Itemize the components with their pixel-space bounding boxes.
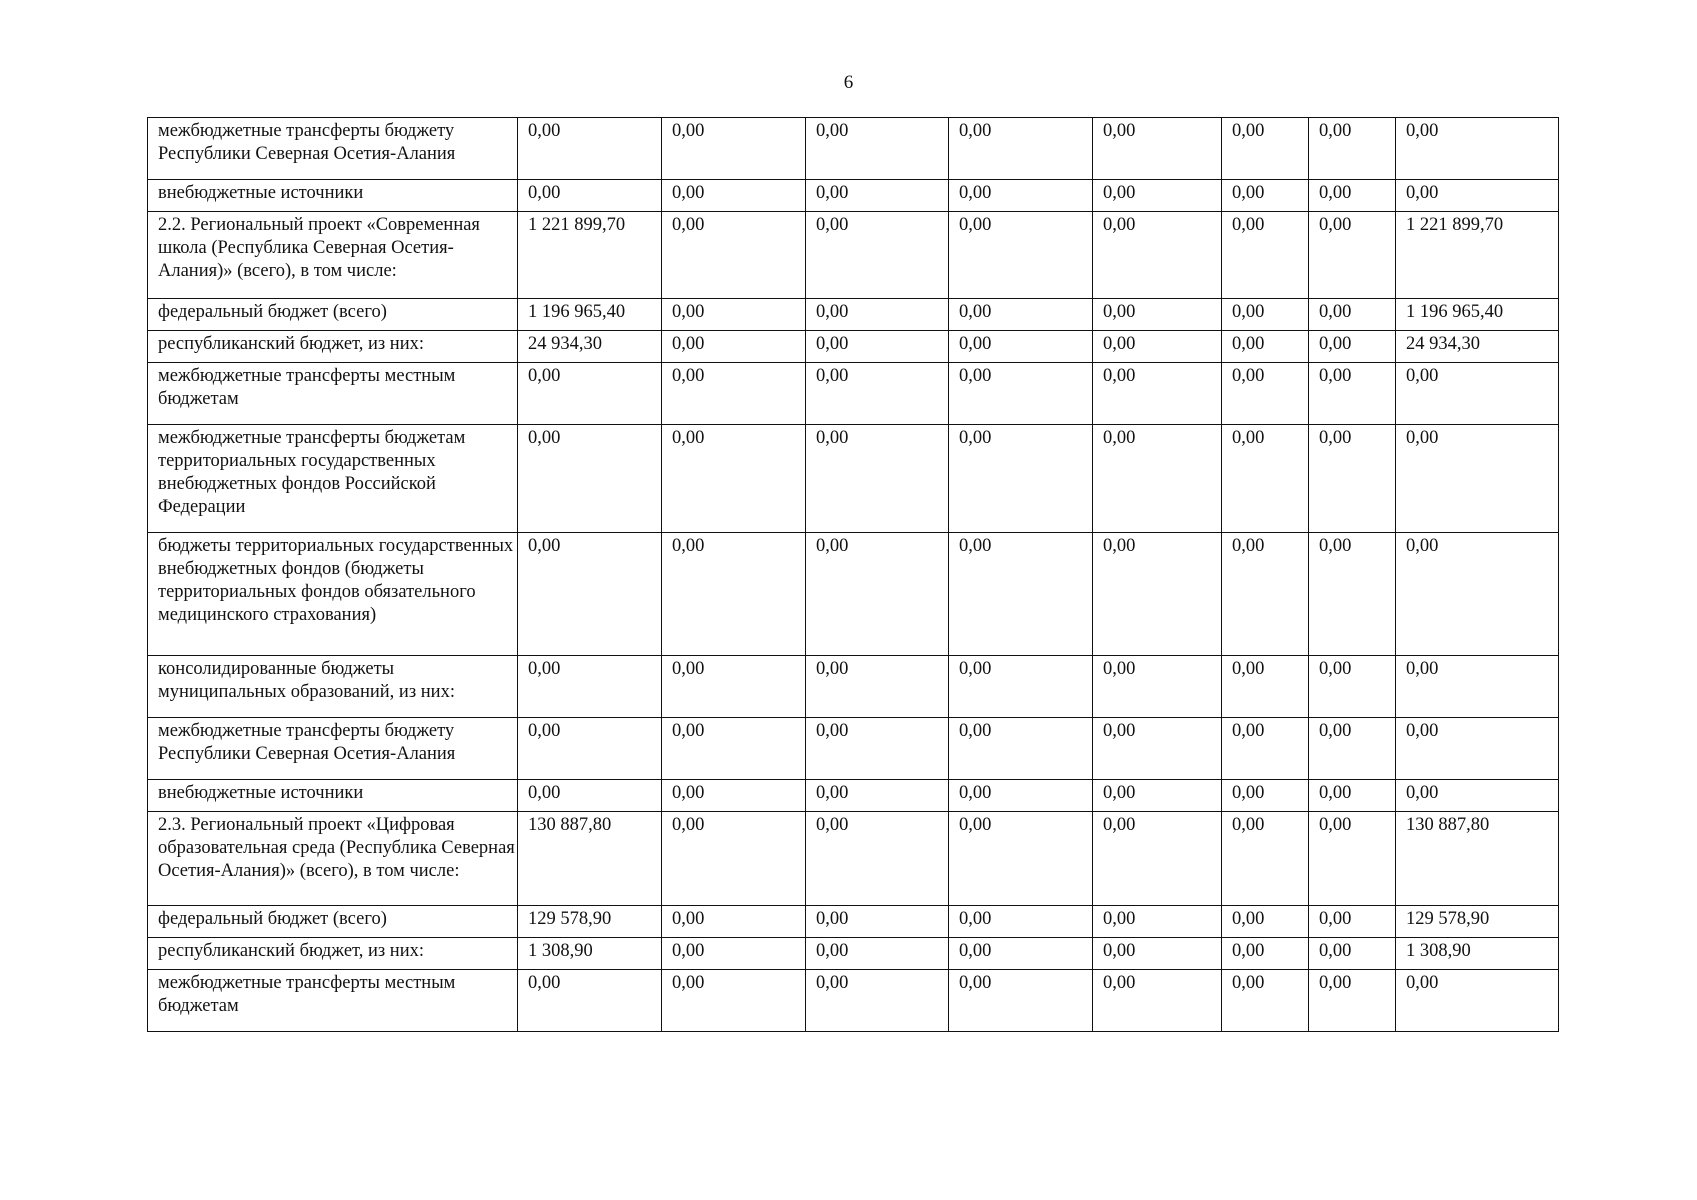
- table-row: [148, 906, 1559, 938]
- value-cell: 0,00: [1093, 212, 1222, 299]
- value-cell: 0,00: [662, 718, 806, 780]
- table-row: [148, 363, 1559, 425]
- value-cell: 0,00: [1093, 331, 1222, 363]
- value-cell: 0,00: [1396, 780, 1559, 812]
- value-cell: 0,00: [806, 812, 949, 906]
- value-cell: 0,00: [1396, 718, 1559, 780]
- value-cell: 0,00: [1396, 425, 1559, 533]
- value-cell: 0,00: [1222, 363, 1309, 425]
- value-cell: 0,00: [1093, 718, 1222, 780]
- value-cell: 0,00: [1309, 812, 1396, 906]
- table-row: [148, 331, 1559, 363]
- row-label: внебюджетные источники: [148, 780, 518, 812]
- table-row: [148, 938, 1559, 970]
- value-cell: 0,00: [518, 656, 662, 718]
- row-label: консолидированные бюджеты муниципальных образований, из них:: [148, 656, 518, 718]
- value-cell: 1 196 965,40: [518, 299, 662, 331]
- value-cell: 0,00: [1093, 299, 1222, 331]
- value-cell: 0,00: [662, 212, 806, 299]
- value-cell: 0,00: [1093, 906, 1222, 938]
- value-cell: 0,00: [1093, 180, 1222, 212]
- value-cell: 0,00: [1093, 363, 1222, 425]
- value-cell: 0,00: [806, 180, 949, 212]
- value-cell: 0,00: [662, 180, 806, 212]
- value-cell: 0,00: [806, 906, 949, 938]
- value-cell: 0,00: [518, 118, 662, 180]
- value-cell: 0,00: [1222, 180, 1309, 212]
- table-row: [148, 425, 1559, 533]
- value-cell: 24 934,30: [518, 331, 662, 363]
- value-cell: 0,00: [806, 718, 949, 780]
- row-label: 2.3. Региональный проект «Цифровая образовательная среда (Республика Северная Осетия-Алания)» (всего), в том числе:: [148, 812, 518, 906]
- table-row: [148, 970, 1559, 1032]
- value-cell: 0,00: [1396, 180, 1559, 212]
- row-label: 2.2. Региональный проект «Современная школа (Республика Северная Осетия-Алания)» (всего), в том числе:: [148, 212, 518, 299]
- value-cell: 0,00: [1093, 656, 1222, 718]
- value-cell: 0,00: [806, 425, 949, 533]
- value-cell: 0,00: [806, 363, 949, 425]
- value-cell: 0,00: [1309, 180, 1396, 212]
- table-row: [148, 718, 1559, 780]
- value-cell: 0,00: [1309, 970, 1396, 1032]
- value-cell: 0,00: [662, 331, 806, 363]
- value-cell: 0,00: [1222, 938, 1309, 970]
- row-label: бюджеты территориальных государственных внебюджетных фондов (бюджеты территориальных фондов обязательного медицинского страхования): [148, 533, 518, 656]
- value-cell: 0,00: [806, 938, 949, 970]
- value-cell: 129 578,90: [518, 906, 662, 938]
- budget-table: [147, 117, 1559, 1032]
- value-cell: 0,00: [1309, 299, 1396, 331]
- value-cell: 1 196 965,40: [1396, 299, 1559, 331]
- table-row: [148, 118, 1559, 180]
- row-label: республиканский бюджет, из них:: [148, 938, 518, 970]
- row-label: республиканский бюджет, из них:: [148, 331, 518, 363]
- value-cell: 0,00: [662, 812, 806, 906]
- table-row: [148, 780, 1559, 812]
- value-cell: 0,00: [1309, 938, 1396, 970]
- value-cell: 1 308,90: [1396, 938, 1559, 970]
- value-cell: 0,00: [1396, 970, 1559, 1032]
- value-cell: 0,00: [949, 656, 1093, 718]
- value-cell: 130 887,80: [1396, 812, 1559, 906]
- value-cell: 0,00: [806, 331, 949, 363]
- value-cell: 0,00: [1093, 533, 1222, 656]
- value-cell: 0,00: [949, 212, 1093, 299]
- value-cell: 0,00: [1309, 425, 1396, 533]
- value-cell: 0,00: [949, 425, 1093, 533]
- row-label: межбюджетные трансферты бюджету Республики Северная Осетия-Алания: [148, 718, 518, 780]
- row-label: межбюджетные трансферты местным бюджетам: [148, 363, 518, 425]
- value-cell: 0,00: [518, 780, 662, 812]
- value-cell: 0,00: [662, 425, 806, 533]
- value-cell: 130 887,80: [518, 812, 662, 906]
- value-cell: 0,00: [1309, 533, 1396, 656]
- value-cell: 0,00: [1222, 780, 1309, 812]
- value-cell: 0,00: [949, 970, 1093, 1032]
- table-row: [148, 180, 1559, 212]
- value-cell: 0,00: [518, 970, 662, 1032]
- value-cell: 0,00: [662, 299, 806, 331]
- table-row: [148, 533, 1559, 656]
- value-cell: 0,00: [806, 780, 949, 812]
- value-cell: 0,00: [1222, 299, 1309, 331]
- value-cell: 0,00: [806, 118, 949, 180]
- value-cell: 0,00: [806, 212, 949, 299]
- row-label: межбюджетные трансферты бюджетам территориальных государственных внебюджетных фондов Российской Федерации: [148, 425, 518, 533]
- value-cell: 0,00: [1222, 970, 1309, 1032]
- value-cell: 0,00: [1396, 363, 1559, 425]
- row-label: внебюджетные источники: [148, 180, 518, 212]
- value-cell: 0,00: [1309, 118, 1396, 180]
- value-cell: 0,00: [1396, 656, 1559, 718]
- row-label: федеральный бюджет (всего): [148, 299, 518, 331]
- value-cell: 0,00: [662, 780, 806, 812]
- value-cell: 0,00: [1222, 533, 1309, 656]
- value-cell: 0,00: [949, 331, 1093, 363]
- value-cell: 0,00: [1222, 331, 1309, 363]
- value-cell: 0,00: [1309, 906, 1396, 938]
- value-cell: 0,00: [662, 906, 806, 938]
- value-cell: 0,00: [1396, 118, 1559, 180]
- value-cell: 1 221 899,70: [518, 212, 662, 299]
- value-cell: 0,00: [1093, 812, 1222, 906]
- value-cell: 0,00: [662, 970, 806, 1032]
- value-cell: 0,00: [1093, 425, 1222, 533]
- value-cell: 0,00: [1093, 938, 1222, 970]
- value-cell: 0,00: [806, 970, 949, 1032]
- value-cell: 24 934,30: [1396, 331, 1559, 363]
- value-cell: 0,00: [1309, 780, 1396, 812]
- value-cell: 0,00: [1222, 718, 1309, 780]
- value-cell: 0,00: [949, 938, 1093, 970]
- value-cell: 0,00: [518, 533, 662, 656]
- value-cell: 0,00: [518, 363, 662, 425]
- table-row: [148, 299, 1559, 331]
- page-number: 6: [843, 72, 854, 93]
- row-label: федеральный бюджет (всего): [148, 906, 518, 938]
- value-cell: 0,00: [1222, 212, 1309, 299]
- value-cell: 0,00: [662, 938, 806, 970]
- value-cell: 0,00: [1222, 812, 1309, 906]
- value-cell: 0,00: [662, 118, 806, 180]
- table-row: [148, 656, 1559, 718]
- value-cell: 0,00: [949, 299, 1093, 331]
- value-cell: 1 221 899,70: [1396, 212, 1559, 299]
- value-cell: 0,00: [518, 425, 662, 533]
- value-cell: 0,00: [806, 656, 949, 718]
- value-cell: 0,00: [949, 118, 1093, 180]
- value-cell: 0,00: [662, 656, 806, 718]
- value-cell: 0,00: [1222, 118, 1309, 180]
- value-cell: 0,00: [949, 363, 1093, 425]
- value-cell: 1 308,90: [518, 938, 662, 970]
- row-label: межбюджетные трансферты местным бюджетам: [148, 970, 518, 1032]
- value-cell: 129 578,90: [1396, 906, 1559, 938]
- value-cell: 0,00: [1093, 970, 1222, 1032]
- table-row: [148, 212, 1559, 299]
- row-label: межбюджетные трансферты бюджету Республики Северная Осетия-Алания: [148, 118, 518, 180]
- value-cell: 0,00: [1222, 656, 1309, 718]
- value-cell: 0,00: [1309, 212, 1396, 299]
- value-cell: 0,00: [1309, 718, 1396, 780]
- value-cell: 0,00: [1222, 906, 1309, 938]
- value-cell: 0,00: [949, 906, 1093, 938]
- value-cell: 0,00: [949, 180, 1093, 212]
- value-cell: 0,00: [662, 363, 806, 425]
- value-cell: 0,00: [518, 718, 662, 780]
- value-cell: 0,00: [1396, 533, 1559, 656]
- value-cell: 0,00: [1222, 425, 1309, 533]
- value-cell: 0,00: [1309, 363, 1396, 425]
- value-cell: 0,00: [949, 718, 1093, 780]
- table-row: [148, 812, 1559, 906]
- value-cell: 0,00: [949, 780, 1093, 812]
- value-cell: 0,00: [662, 533, 806, 656]
- value-cell: 0,00: [518, 180, 662, 212]
- value-cell: 0,00: [949, 812, 1093, 906]
- value-cell: 0,00: [1093, 780, 1222, 812]
- value-cell: 0,00: [806, 299, 949, 331]
- value-cell: 0,00: [949, 533, 1093, 656]
- value-cell: 0,00: [806, 533, 949, 656]
- value-cell: 0,00: [1093, 118, 1222, 180]
- value-cell: 0,00: [1309, 331, 1396, 363]
- value-cell: 0,00: [1309, 656, 1396, 718]
